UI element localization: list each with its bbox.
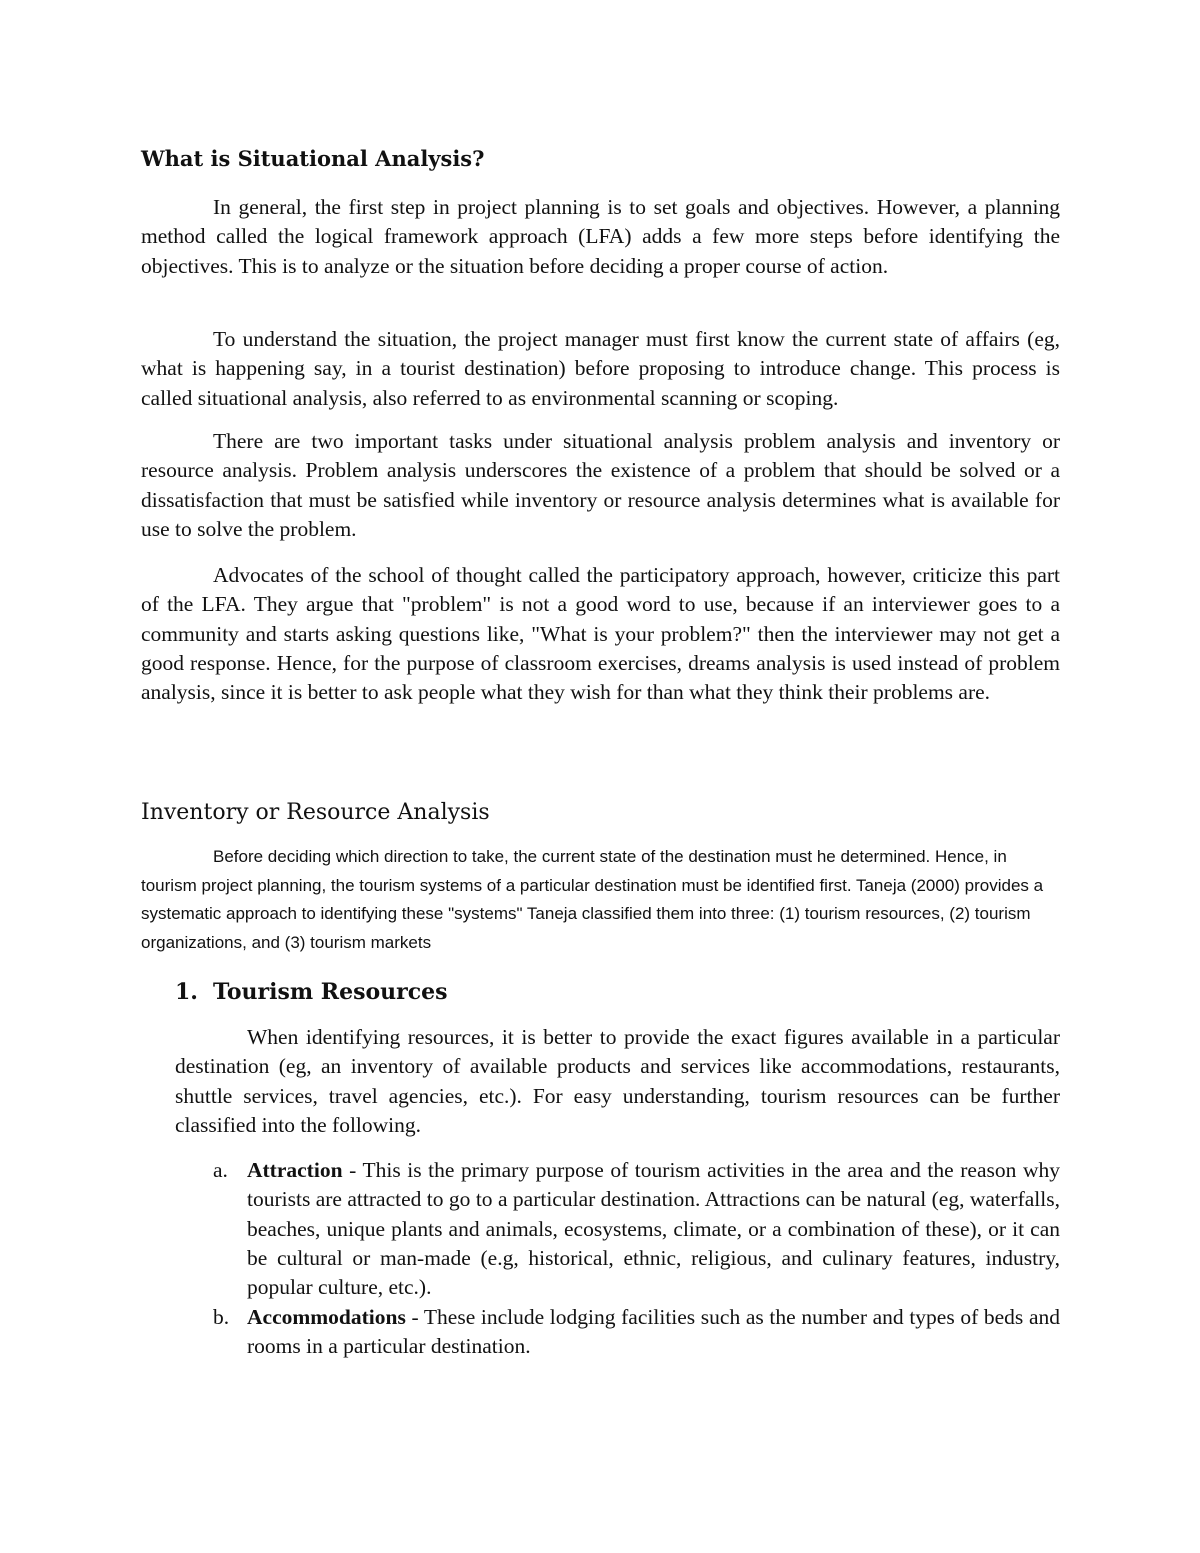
paragraph-participatory-approach: Advocates of the school of thought called the participatory approach, however, criticize this part of the LFA. They argue that "problem" is not a good word to use, because if an interviewer goes to a community and starts asking questions like, "What is your problem?" then the interviewer may not get a good response. Hence, for the purpose of classroom exercises, dreams analysis is used instead of problem analysis, since it is better to ask people what they wish for than what they think their problems are. <box>141 563 1060 705</box>
section-heading-tourism-resources: Tourism Resources <box>213 979 448 1005</box>
paragraph-two-tasks: There are two important tasks under situational analysis problem analysis and inventory or resource analysis. Problem analysis underscores the existence of a problem that should be solved or a dissatisfaction that must be satisfied while inventory or resource analysis determines what is available for use to solve the problem. <box>141 429 1060 541</box>
list-item-attraction <box>247 1156 1060 1302</box>
paragraph-inventory: Before deciding which direction to take, the current state of the destination must he determined. Hence, in tourism project planning, the tourism systems of a particular destination must be identified first. Taneja (2000) provides a systematic approach to identifying these "systems" Taneja classified them into three: (1) tourism resources, (2) tourism organizations, and (3) tourism markets <box>141 847 1044 952</box>
list-marker-b: b. <box>213 1305 230 1329</box>
section-number: 1. <box>175 979 198 1005</box>
section-heading-situational-analysis: What is Situational Analysis? <box>141 146 485 171</box>
list-item-accommodations <box>247 1303 1060 1362</box>
section-heading-inventory: Inventory or Resource Analysis <box>141 800 490 825</box>
paragraph-understand-situation: To understand the situation, the project manager must first know the current state of affairs (eg, what is happening say, in a tourist destination) before proposing to introduce change. This process is called situational analysis, also referred to as environmental scanning or scoping. <box>141 327 1060 410</box>
paragraph-tourism-resources: When identifying resources, it is better to provide the exact figures available in a particular destination (eg, an inventory of available products and services like accommodations, restaurants, shuttle services, travel agencies, etc.). For easy understanding, tourism resources can be further classified into the following. <box>175 1025 1060 1137</box>
term-accommodations: Accommodations <box>247 1305 406 1329</box>
paragraph-intro: In general, the first step in project planning is to set goals and objectives. However, a planning method called the logical framework approach (LFA) adds a few more steps before identifying the objectives. This is to analyze or the situation before deciding a proper course of action. <box>141 195 1060 278</box>
definition-attraction: - This is the primary purpose of tourism activities in the area and the reason why tourists are attracted to go to a particular destination. Attractions can be natural (eg, waterfalls, beaches, unique plants and animals, ecosystems, climate, or a combination of these), or it can be cultural or man-made (e.g, historical, ethnic, religious, and culinary features, industry, popular culture, etc.). <box>247 1158 1060 1300</box>
list-marker-a: a. <box>213 1158 228 1182</box>
term-attraction: Attraction <box>247 1158 343 1182</box>
definition-accommodations: - These include lodging facilities such as the number and types of beds and rooms in a particular destination. <box>247 1305 1060 1359</box>
